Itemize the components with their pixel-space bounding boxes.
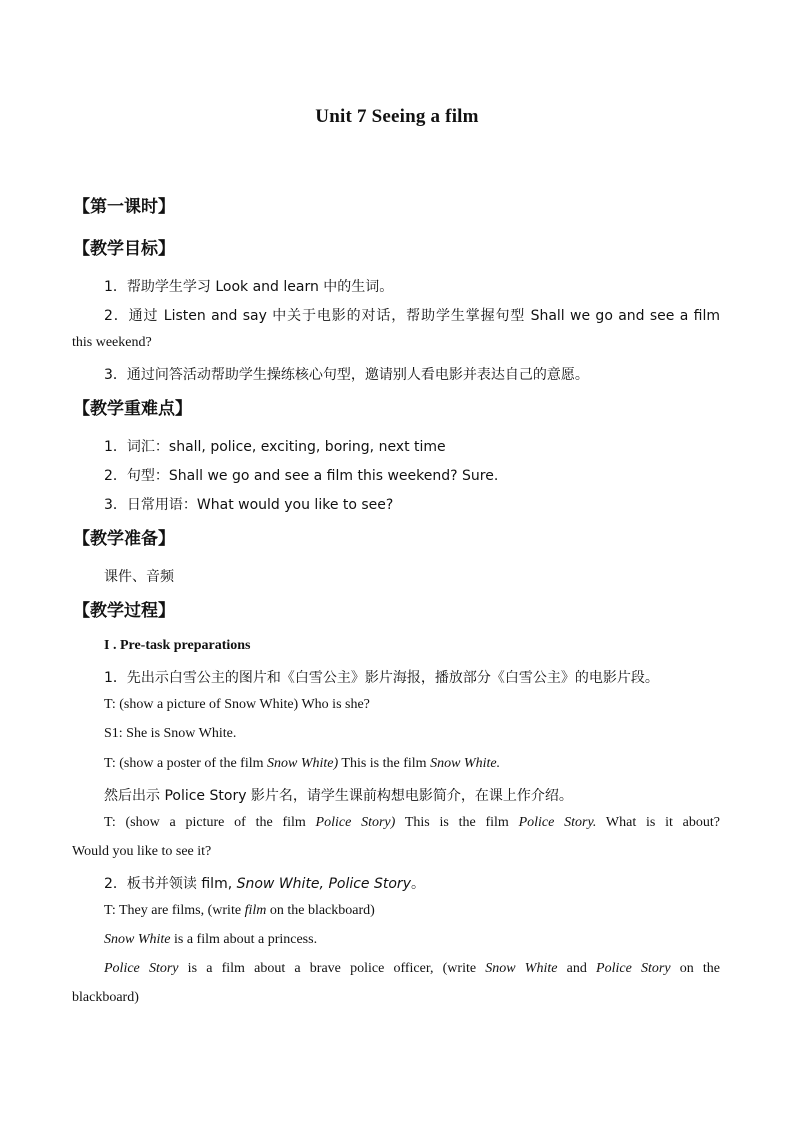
objective-item-2-continued: this weekend? xyxy=(72,335,152,350)
text-run: T: They are films, (write xyxy=(104,903,245,918)
italic-title: Snow White, Police Story xyxy=(236,876,411,892)
text-run: 。 xyxy=(410,876,425,892)
italic-title: Police Story) xyxy=(315,815,396,830)
process-paragraph-3: S1: She is Snow White. xyxy=(104,726,237,741)
process-paragraph-10-continued: blackboard) xyxy=(72,990,139,1005)
text-run: on the blackboard) xyxy=(266,903,375,918)
text-run: on the xyxy=(670,961,721,976)
process-heading: 【教学过程】 xyxy=(73,601,175,621)
key-point-item-2: 2．句型：Shall we go and see a film this weekend? Sure. xyxy=(104,468,499,484)
process-paragraph-9 xyxy=(104,932,317,948)
process-paragraph-4 xyxy=(104,756,500,772)
italic-title: Snow White. xyxy=(430,756,501,771)
process-paragraph-10 xyxy=(104,961,720,977)
key-point-item-1: 1．词汇：shall, police, exciting, boring, next time xyxy=(104,439,446,455)
italic-title: Snow White xyxy=(104,932,171,947)
objectives-heading: 【教学目标】 xyxy=(73,239,175,259)
italic-title: Snow White) xyxy=(267,756,339,771)
italic-title: Police Story xyxy=(596,961,671,976)
document-title: Unit 7 Seeing a film xyxy=(315,106,479,127)
process-paragraph-6-continued: Would you like to see it? xyxy=(72,844,212,859)
process-paragraph-5: 然后出示 Police Story 影片名，请学生课前构想电影简介，在课上作介绍。 xyxy=(104,788,573,804)
italic-title: Police Story. xyxy=(518,815,597,830)
text-run: and xyxy=(557,961,597,976)
process-paragraph-6 xyxy=(104,815,720,831)
process-subheading: I . Pre-task preparations xyxy=(104,638,251,653)
process-paragraph-8 xyxy=(104,903,375,919)
key-points-heading: 【教学重难点】 xyxy=(73,399,192,419)
italic-title: Police Story xyxy=(104,961,179,976)
objective-item-1: 1．帮助学生学习 Look and learn 中的生词。 xyxy=(104,279,394,295)
text-run: This is the film xyxy=(338,756,431,771)
text-run: T: (show a picture of the film xyxy=(104,815,316,830)
objective-item-2: 2．通过 Listen and say 中关于电影的对话，帮助学生掌握句型 Shall we go and see a film xyxy=(104,308,720,324)
preparation-content: 课件、音频 xyxy=(104,569,174,585)
italic-word: film xyxy=(244,903,267,918)
text-run: T: (show a poster of the film xyxy=(104,756,267,771)
objective-item-3: 3．通过问答活动帮助学生操练核心句型，邀请别人看电影并表达自己的意愿。 xyxy=(104,367,589,383)
text-run: 2．板书并领读 film, xyxy=(104,876,237,892)
text-run: What is it about? xyxy=(596,815,720,830)
key-point-item-3: 3．日常用语：What would you like to see? xyxy=(104,497,394,513)
lesson-label: 【第一课时】 xyxy=(73,197,175,217)
text-run: This is the film xyxy=(395,815,519,830)
process-paragraph-1: 1．先出示白雪公主的图片和《白雪公主》影片海报，播放部分《白雪公主》的电影片段。 xyxy=(104,670,659,686)
process-paragraph-2: T: (show a picture of Snow White) Who is she? xyxy=(104,697,370,712)
process-paragraph-7 xyxy=(104,873,425,893)
italic-title: Snow White xyxy=(485,961,558,976)
text-run: is a film about a brave police officer, (write xyxy=(178,961,486,976)
preparation-heading: 【教学准备】 xyxy=(73,529,175,549)
text-run: is a film about a princess. xyxy=(170,932,318,947)
